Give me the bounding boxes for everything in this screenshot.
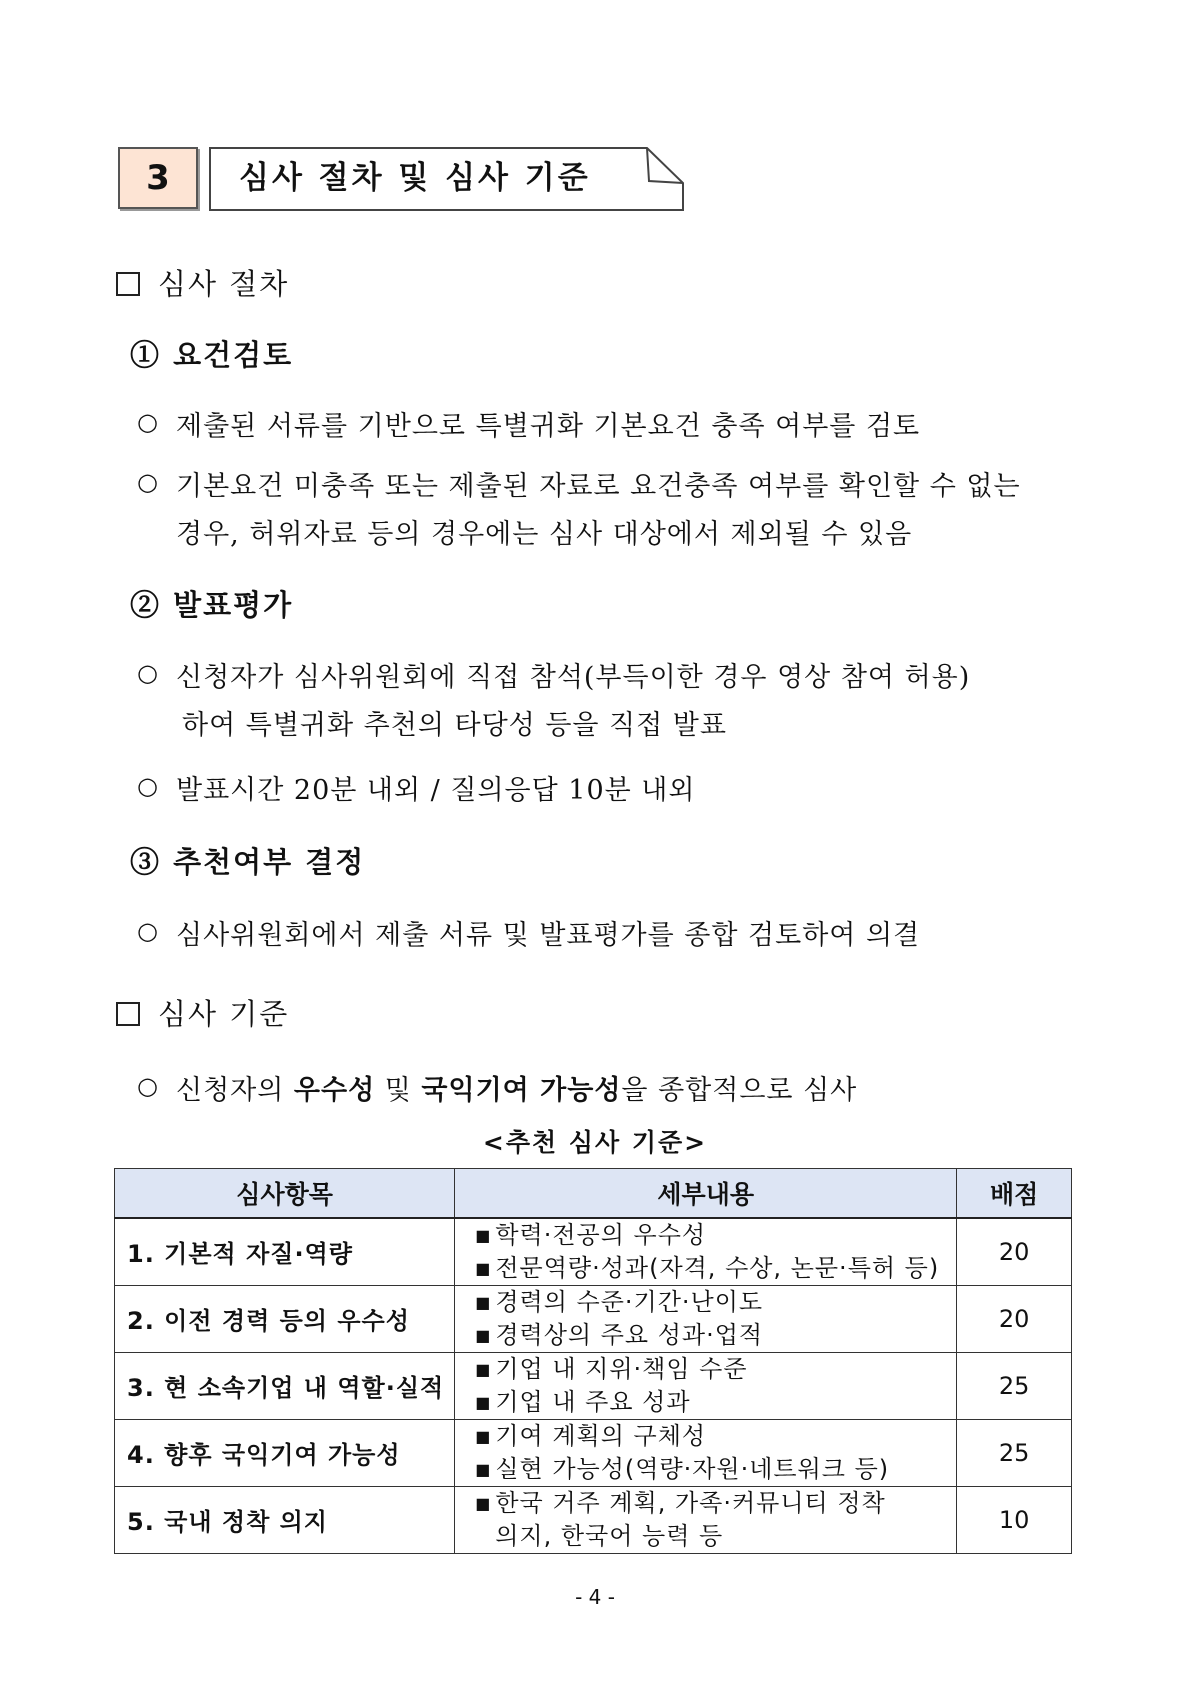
detail-line: 실현 가능성(역량·자원·네트워크 등)	[495, 1454, 890, 1483]
criteria-table	[114, 1168, 1072, 1554]
step-2-bullet-1-line-2: 하여 특별귀화 추천의 타당성 등을 직접 발표	[182, 710, 727, 741]
table-row	[115, 1218, 1072, 1286]
row-score: 20	[957, 1285, 1072, 1352]
procedure-heading: 심사 절차	[116, 262, 289, 303]
section-number: 3	[146, 158, 170, 198]
row-score: 25	[957, 1419, 1072, 1486]
header-item: 심사항목	[115, 1169, 455, 1218]
table-row	[115, 1486, 1072, 1553]
step-1-bullet-2-line-2: 경우, 허위자료 등의 경우에는 심사 대상에서 제외될 수 있음	[176, 519, 913, 550]
section-title-box	[209, 147, 684, 211]
detail-line: 한국 거주 계획, 가족·커뮤니티 정착	[495, 1488, 886, 1517]
row-item: 3. 현 소속기업 내 역할·실적	[115, 1352, 455, 1419]
step-1-bullet-1: 제출된 서류를 기반으로 특별귀화 기본요건 충족 여부를 검토	[176, 411, 921, 442]
section-title: 심사 절차 및 심사 기준	[239, 160, 591, 196]
table-row	[115, 1285, 1072, 1352]
step-2-bullet-1-line-1: 신청자가 심사위원회에 직접 참석(부득이한 경우 영상 참여 허용)	[176, 662, 971, 693]
circle-bullet-icon: ○	[137, 408, 158, 436]
detail-line: 경력의 수준·기간·난이도	[495, 1287, 764, 1316]
square-bullet-icon: ■	[475, 1426, 492, 1446]
row-item: 1. 기본적 자질·역량	[115, 1218, 455, 1286]
detail-line: 경력상의 주요 성과·업적	[495, 1320, 764, 1349]
row-item: 2. 이전 경력 등의 우수성	[115, 1285, 455, 1352]
square-bullet-icon: ■	[475, 1225, 492, 1245]
table-header-row	[115, 1169, 1072, 1218]
header-detail: 세부내용	[455, 1169, 957, 1218]
table-row	[115, 1352, 1072, 1419]
detail-line: 기업 내 주요 성과	[495, 1387, 691, 1416]
detail-line: 학력·전공의 우수성	[495, 1220, 707, 1249]
row-details	[455, 1486, 957, 1553]
page-number: - 4 -	[575, 1585, 615, 1609]
detail-line: 기여 계획의 구체성	[495, 1421, 707, 1450]
step-1-bullet-2-line-1: 기본요건 미충족 또는 제출된 자료로 요건충족 여부를 확인할 수 없는	[176, 471, 1021, 502]
criteria-heading: 심사 기준	[116, 992, 289, 1033]
step-3-title: ③ 추천여부 결정	[130, 845, 366, 879]
row-details	[455, 1285, 957, 1352]
detail-line: 의지, 한국어 능력 등	[495, 1521, 724, 1550]
row-details	[455, 1352, 957, 1419]
row-item: 5. 국내 정착 의지	[115, 1486, 455, 1553]
square-bullet-icon: ■	[475, 1493, 492, 1513]
row-details	[455, 1419, 957, 1486]
row-score: 25	[957, 1352, 1072, 1419]
detail-line: 전문역량·성과(자격, 수상, 논문·특허 등)	[495, 1253, 940, 1282]
row-score: 20	[957, 1218, 1072, 1286]
table-row	[115, 1419, 1072, 1486]
header-score: 배점	[957, 1169, 1072, 1218]
step-2-bullet-2: 발표시간 20분 내외 / 질의응답 10분 내외	[176, 775, 696, 806]
criteria-summary: 신청자의 우수성 및 국익기여 가능성을 종합적으로 심사	[176, 1075, 858, 1106]
checkbox-square-icon	[116, 1002, 140, 1026]
row-score: 10	[957, 1486, 1072, 1553]
row-item: 4. 향후 국익기여 가능성	[115, 1419, 455, 1486]
section-number-box	[118, 147, 198, 209]
square-bullet-icon: ■	[475, 1258, 492, 1278]
circle-bullet-icon: ○	[137, 1072, 158, 1100]
step-1-title: ① 요건검토	[130, 338, 294, 372]
square-bullet-icon: ■	[475, 1292, 492, 1312]
square-bullet-icon: ■	[475, 1325, 492, 1345]
table-caption: <추천 심사 기준>	[482, 1128, 708, 1157]
row-details	[455, 1218, 957, 1286]
circle-bullet-icon: ○	[137, 659, 158, 687]
detail-line: 기업 내 지위·책임 수준	[495, 1354, 748, 1383]
circle-bullet-icon: ○	[137, 917, 158, 945]
step-2-title: ② 발표평가	[130, 588, 294, 622]
circle-bullet-icon: ○	[137, 468, 158, 496]
step-3-bullet-1: 심사위원회에서 제출 서류 및 발표평가를 종합 검토하여 의결	[176, 920, 921, 951]
square-bullet-icon: ■	[475, 1359, 492, 1379]
circle-bullet-icon: ○	[137, 772, 158, 800]
square-bullet-icon: ■	[475, 1392, 492, 1412]
checkbox-square-icon	[116, 272, 140, 296]
square-bullet-icon: ■	[475, 1459, 492, 1479]
